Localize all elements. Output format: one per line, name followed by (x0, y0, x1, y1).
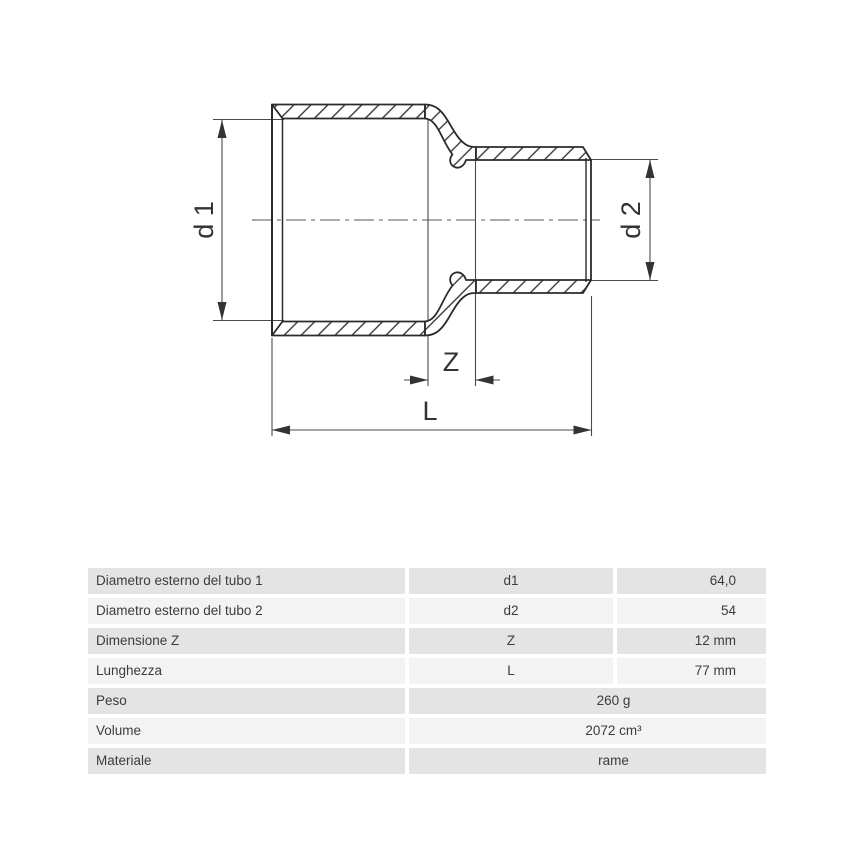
spec-value: 2072 cm³ (409, 718, 766, 744)
dimension-d1 (189, 120, 227, 320)
spec-value: rame (409, 748, 766, 774)
spec-value: 64,0 (617, 568, 766, 594)
arrow-down-icon (646, 262, 655, 280)
spec-table (88, 568, 766, 774)
spec-value: 77 mm (617, 658, 766, 684)
spec-label: Volume (88, 718, 405, 744)
z-label: Z (442, 347, 460, 377)
d1-label: d 1 (189, 201, 219, 239)
table-row (88, 748, 766, 774)
dimension-l (272, 396, 592, 435)
spec-label: Peso (88, 688, 405, 714)
table-row (88, 568, 766, 594)
spec-label: Diametro esterno del tubo 2 (88, 598, 405, 624)
dimension-z (404, 347, 500, 385)
arrow-up-icon (218, 120, 227, 138)
arrow-right-icon (574, 426, 592, 435)
spec-label: Materiale (88, 748, 405, 774)
spec-symbol: d1 (409, 568, 613, 594)
spec-value: 12 mm (617, 628, 766, 654)
arrow-left-icon (476, 376, 494, 385)
arrow-down-icon (218, 302, 227, 320)
dimension-d2 (616, 160, 655, 280)
arrow-left-icon (272, 426, 290, 435)
spec-label: Dimensione Z (88, 628, 405, 654)
spec-symbol: L (409, 658, 613, 684)
table-row (88, 658, 766, 684)
table-row (88, 718, 766, 744)
table-row (88, 598, 766, 624)
arrow-up-icon (646, 160, 655, 178)
arrow-right-icon (410, 376, 428, 385)
spec-symbol: Z (409, 628, 613, 654)
d2-label: d 2 (616, 201, 646, 239)
table-row (88, 628, 766, 654)
spec-value: 54 (617, 598, 766, 624)
spec-symbol: d2 (409, 598, 613, 624)
spec-value: 260 g (409, 688, 766, 714)
spec-label: Diametro esterno del tubo 1 (88, 568, 405, 594)
spec-label: Lunghezza (88, 658, 405, 684)
table-row (88, 688, 766, 714)
l-label: L (422, 396, 438, 426)
